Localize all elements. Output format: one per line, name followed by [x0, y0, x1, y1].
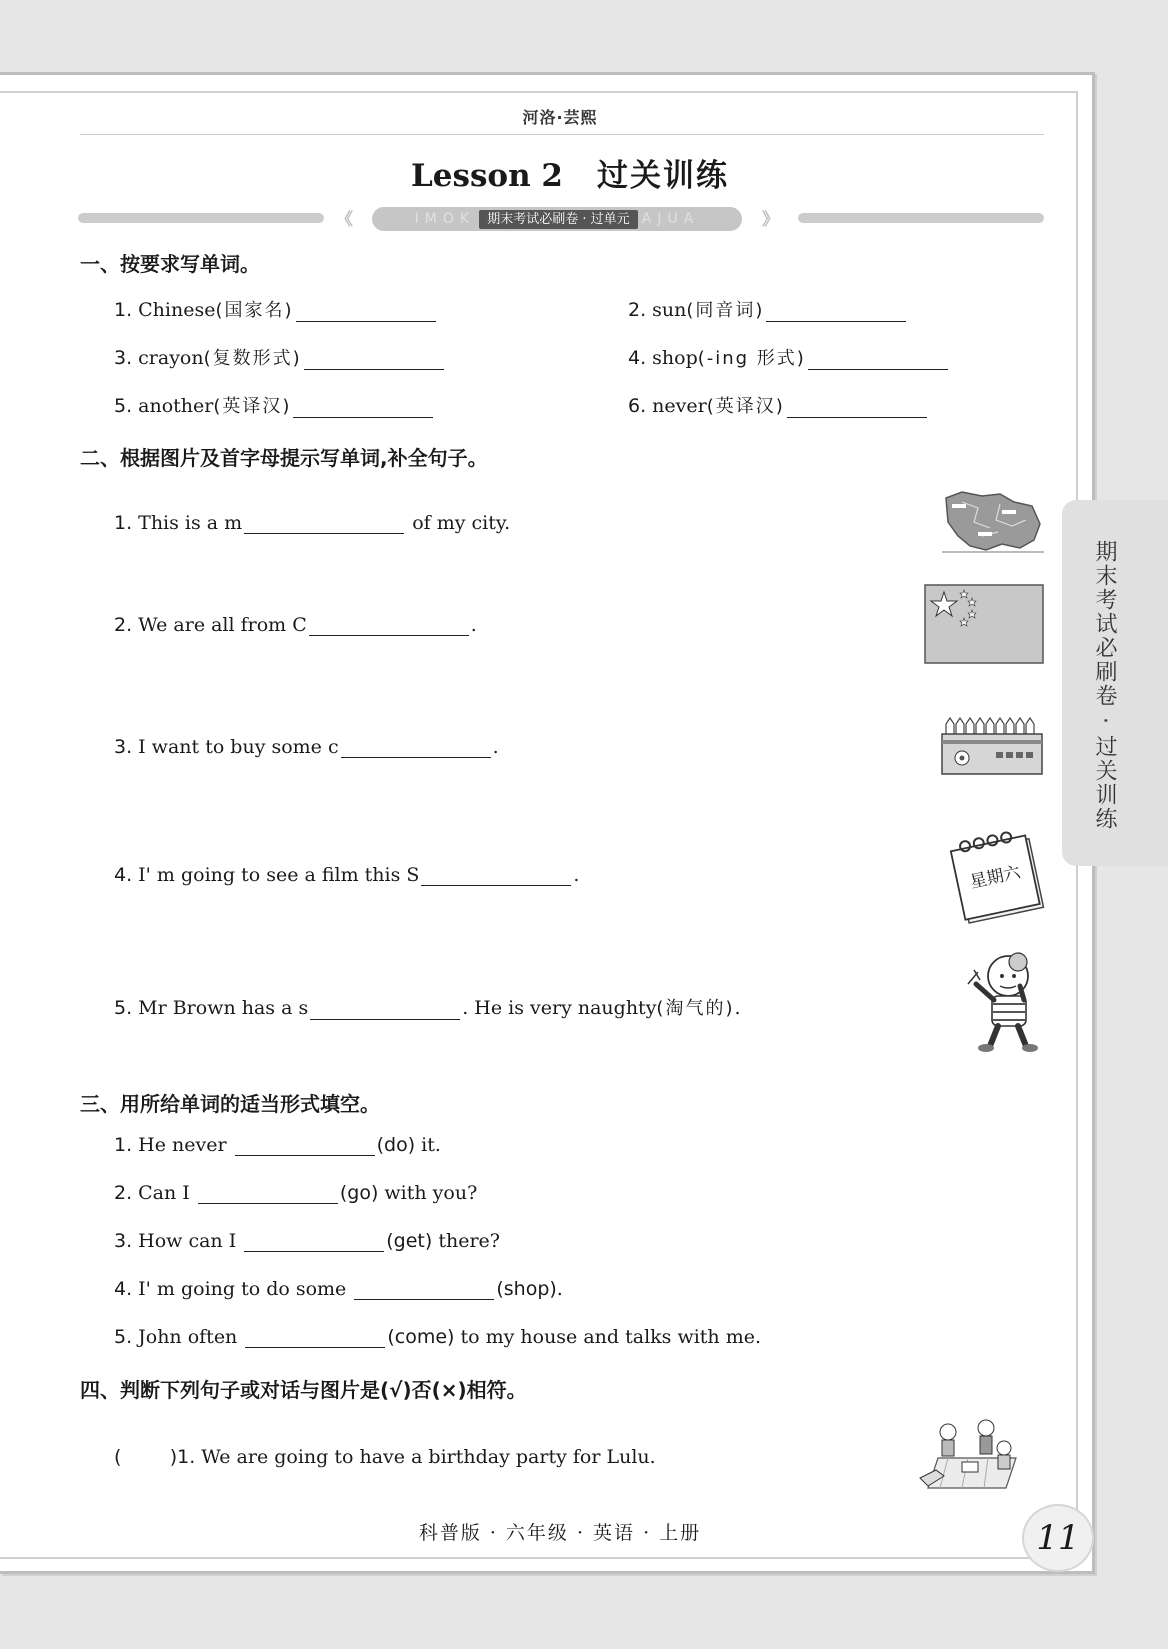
calendar-icon	[948, 826, 1048, 926]
answer-blank[interactable]	[296, 301, 436, 322]
ribbon-label: 期末考试必刷卷 · 过单元	[479, 210, 637, 229]
ribbon-ghost-left: IMOK	[414, 211, 476, 227]
answer-blank[interactable]	[310, 999, 460, 1020]
section-ribbon	[372, 207, 742, 231]
chevron-right-icon: 》	[762, 210, 779, 230]
answer-blank[interactable]	[245, 1327, 385, 1348]
section1-heading: 一、按要求写单词。	[80, 252, 260, 276]
s3-item-5: 5. John often (come) to my house and talks with me.	[114, 1326, 761, 1348]
s1-item-6: 6. never(英译汉)	[628, 392, 929, 418]
ribbon-bar-right	[798, 213, 1044, 223]
s2-item-4: 4. I' m going to see a film this S .	[114, 864, 580, 886]
s1-item-4: 4. shop(-ing 形式)	[628, 344, 950, 370]
answer-blank[interactable]	[808, 349, 948, 370]
crayon-box-icon	[940, 714, 1044, 778]
s1-item-1: 1. Chinese(国家名)	[114, 296, 438, 322]
s2-item-3: 3. I want to buy some c .	[114, 736, 499, 758]
answer-blank[interactable]	[198, 1183, 338, 1204]
s2-item-1: 1. This is a m of my city.	[114, 512, 511, 534]
s1-item-5: 5. another(英译汉)	[114, 392, 435, 418]
side-tab-label: 期末考试必刷卷 · 过关训练	[1092, 540, 1117, 831]
ribbon-bar-left	[78, 213, 324, 223]
title-cn: 过关训练	[597, 158, 729, 194]
answer-blank[interactable]	[766, 301, 906, 322]
answer-paren[interactable]: ( )	[114, 1446, 178, 1468]
footer-text: 科普版 · 六年级 · 英语 · 上册	[418, 1522, 702, 1544]
answer-blank[interactable]	[787, 397, 927, 418]
section2-heading: 二、根据图片及首字母提示写单词,补全句子。	[80, 446, 488, 470]
chevron-left-icon: 《	[336, 210, 353, 230]
answer-blank[interactable]	[304, 349, 444, 370]
city-map-icon	[942, 488, 1044, 556]
page-title	[380, 150, 760, 195]
china-flag-icon	[924, 584, 1044, 664]
boy-icon	[960, 950, 1050, 1054]
s3-item-1: 1. He never (do) it.	[114, 1134, 441, 1156]
s1-item-3: 3. crayon(复数形式)	[114, 344, 446, 370]
s1-item-2: 2. sun(同音词)	[628, 296, 908, 322]
s2-item-2: 2. We are all from C .	[114, 614, 477, 636]
section4-heading: 四、判断下列句子或对话与图片是(√)否(×)相符。	[80, 1378, 527, 1402]
answer-blank[interactable]	[421, 865, 571, 886]
ribbon-ghost-right: AJUA	[641, 211, 700, 227]
answer-blank[interactable]	[309, 615, 469, 636]
answer-blank[interactable]	[244, 1231, 384, 1252]
answer-blank[interactable]	[244, 513, 404, 534]
answer-blank[interactable]	[354, 1279, 494, 1300]
calendar-text: 星期六	[968, 862, 1023, 893]
s2-item-5: 5. Mr Brown has a s . He is very naughty(淘气的).	[114, 997, 741, 1019]
section3-heading: 三、用所给单词的适当形式填空。	[80, 1092, 380, 1116]
s3-item-3: 3. How can I (get) there?	[114, 1230, 500, 1252]
brand-logo: 河洛·芸熙	[522, 108, 598, 127]
header-divider	[80, 134, 1044, 135]
answer-blank[interactable]	[235, 1135, 375, 1156]
s4-item-1: ( )1. We are going to have a birthday party for Lulu.	[114, 1446, 656, 1468]
answer-blank[interactable]	[293, 397, 433, 418]
s3-item-4: 4. I' m going to do some (shop).	[114, 1278, 563, 1300]
s3-item-2: 2. Can I (go) with you?	[114, 1182, 478, 1204]
answer-blank[interactable]	[341, 737, 491, 758]
page-number: 11	[1022, 1504, 1094, 1572]
party-icon	[918, 1418, 1026, 1492]
title-en: Lesson 2	[410, 158, 563, 194]
